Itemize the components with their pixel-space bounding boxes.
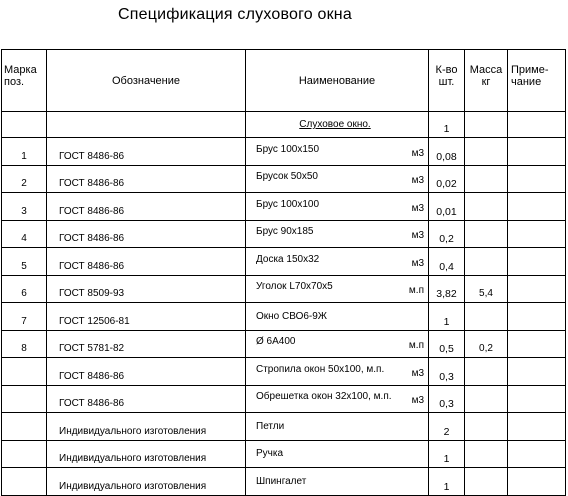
cell-unit: м3 [411, 230, 424, 242]
cell-note [508, 220, 566, 248]
cell-name-text: Ø 6А400 [256, 336, 296, 348]
cell-note [508, 413, 566, 441]
header-mark [2, 50, 47, 112]
table-row [2, 248, 566, 276]
cell-note [508, 248, 566, 276]
cell-designation: ГОСТ 12506-81 [47, 303, 246, 331]
table-row [2, 358, 566, 386]
cell-qty: 0,02 [429, 165, 465, 193]
cell-name-text: Ручка [256, 448, 284, 460]
cell-mass [465, 385, 508, 413]
cell-note [508, 358, 566, 386]
cell-mark [2, 358, 47, 386]
cell-designation: ГОСТ 8486-86 [47, 220, 246, 248]
cell-note [508, 138, 566, 166]
cell-name [246, 112, 429, 138]
cell-qty: 0,5 [429, 330, 465, 358]
cell-qty: 2 [429, 413, 465, 441]
cell-qty: 0,3 [429, 358, 465, 386]
cell-mass [465, 358, 508, 386]
cell-qty: 1 [429, 468, 465, 496]
cell-mark [2, 413, 47, 441]
cell-note [508, 112, 566, 138]
cell-mark [2, 468, 47, 496]
cell-mark: 6 [2, 275, 47, 303]
cell-mark [2, 440, 47, 468]
header-designation: Обозначение [47, 50, 246, 112]
cell-qty: 1 [429, 303, 465, 331]
cell-name-text: Петли [256, 420, 285, 432]
cell-qty: 0,08 [429, 138, 465, 166]
cell-name-text: Брусок 50х50 [256, 171, 318, 183]
table-row [2, 112, 566, 138]
cell-name-text: Слуховое окно. [299, 119, 371, 130]
cell-unit: м.п [408, 285, 424, 297]
header-note-line1: Приме- [511, 64, 549, 76]
cell-name-text: Брус 100х100 [256, 198, 320, 210]
cell-mass [465, 220, 508, 248]
cell-mass: 0,2 [465, 330, 508, 358]
table-row [2, 330, 566, 358]
cell-designation [47, 112, 246, 138]
cell-name-text: Стропила окон 50х100, м.п. [256, 363, 385, 375]
cell-note [508, 193, 566, 221]
cell-mass [465, 468, 508, 496]
header-row [2, 50, 566, 112]
table-row [2, 303, 566, 331]
cell-mark: 4 [2, 220, 47, 248]
cell-name [246, 165, 429, 193]
cell-designation: ГОСТ 8486-86 [47, 193, 246, 221]
cell-mark: 1 [2, 138, 47, 166]
cell-mark: 7 [2, 303, 47, 331]
header-mass-line2: кг [481, 76, 491, 88]
cell-unit: м3 [411, 257, 424, 269]
cell-mass: 5,4 [465, 275, 508, 303]
cell-name [246, 275, 429, 303]
cell-name [246, 358, 429, 386]
header-qty-line1: К-во [435, 64, 458, 76]
cell-name-text: Шпингалет [256, 475, 307, 487]
table-row [2, 193, 566, 221]
header-mark-line2: поз. [4, 76, 25, 88]
cell-unit: м3 [411, 202, 424, 214]
cell-unit: м3 [411, 147, 424, 159]
cell-mass [465, 165, 508, 193]
cell-name [246, 385, 429, 413]
cell-designation: Индивидуального изготовления [47, 468, 246, 496]
cell-mass [465, 248, 508, 276]
cell-mark: 8 [2, 330, 47, 358]
cell-name [246, 330, 429, 358]
table-row [2, 440, 566, 468]
header-qty [429, 50, 465, 112]
cell-name [246, 193, 429, 221]
cell-designation: ГОСТ 8486-86 [47, 248, 246, 276]
cell-name [246, 413, 429, 441]
cell-designation: ГОСТ 8509-93 [47, 275, 246, 303]
cell-name [246, 303, 429, 331]
cell-unit: м.п [408, 340, 424, 352]
cell-designation: ГОСТ 8486-86 [47, 138, 246, 166]
cell-name-text: Обрешетка окон 32х100, м.п. [256, 391, 392, 403]
cell-designation: ГОСТ 8486-86 [47, 385, 246, 413]
header-note [508, 50, 566, 112]
cell-note [508, 330, 566, 358]
cell-name-text: Уголок L70х70х5 [256, 281, 333, 293]
cell-mass [465, 138, 508, 166]
table-row [2, 275, 566, 303]
cell-mass [465, 413, 508, 441]
table-row [2, 220, 566, 248]
cell-qty: 1 [429, 440, 465, 468]
cell-mass [465, 440, 508, 468]
cell-name-text: Брус 100х150 [256, 143, 320, 155]
cell-mass [465, 112, 508, 138]
cell-qty: 0,2 [429, 220, 465, 248]
cell-note [508, 275, 566, 303]
header-mass [465, 50, 508, 112]
cell-designation: Индивидуального изготовления [47, 440, 246, 468]
cell-mark [2, 385, 47, 413]
cell-name-text: Окно СВО6-9Ж [256, 310, 328, 322]
cell-note [508, 303, 566, 331]
cell-unit: м3 [411, 175, 424, 187]
table-row [2, 165, 566, 193]
header-qty-line2: шт. [438, 76, 455, 88]
cell-mass [465, 193, 508, 221]
table-row [2, 385, 566, 413]
cell-name [246, 468, 429, 496]
cell-note [508, 165, 566, 193]
cell-name-text: Доска 150х32 [256, 253, 320, 265]
table-row [2, 413, 566, 441]
cell-qty: 0,4 [429, 248, 465, 276]
cell-note [508, 385, 566, 413]
header-mark-line1: Марка [4, 64, 37, 76]
cell-name [246, 220, 429, 248]
header-note-line2: чание [511, 76, 542, 88]
cell-note [508, 468, 566, 496]
cell-qty: 0,01 [429, 193, 465, 221]
table-row [2, 138, 566, 166]
table-row [2, 468, 566, 496]
header-name: Наименование [246, 50, 429, 112]
cell-unit: м3 [411, 395, 424, 407]
cell-mark [2, 112, 47, 138]
cell-note [508, 440, 566, 468]
cell-mark: 3 [2, 193, 47, 221]
cell-name [246, 440, 429, 468]
cell-unit: м3 [411, 367, 424, 379]
cell-designation: ГОСТ 5781-82 [47, 330, 246, 358]
cell-mark: 5 [2, 248, 47, 276]
specification-table [1, 49, 566, 496]
cell-name [246, 138, 429, 166]
cell-mark: 2 [2, 165, 47, 193]
cell-designation: ГОСТ 8486-86 [47, 358, 246, 386]
cell-qty: 0,3 [429, 385, 465, 413]
cell-qty: 3,82 [429, 275, 465, 303]
cell-designation: ГОСТ 8486-86 [47, 165, 246, 193]
cell-designation: Индивидуального изготовления [47, 413, 246, 441]
cell-name [246, 248, 429, 276]
page-title: Спецификация слухового окна [118, 6, 352, 23]
header-mass-line1: Масса [469, 64, 503, 76]
cell-name-text: Брус 90х185 [256, 226, 314, 238]
cell-qty: 1 [429, 112, 465, 138]
cell-mass [465, 303, 508, 331]
